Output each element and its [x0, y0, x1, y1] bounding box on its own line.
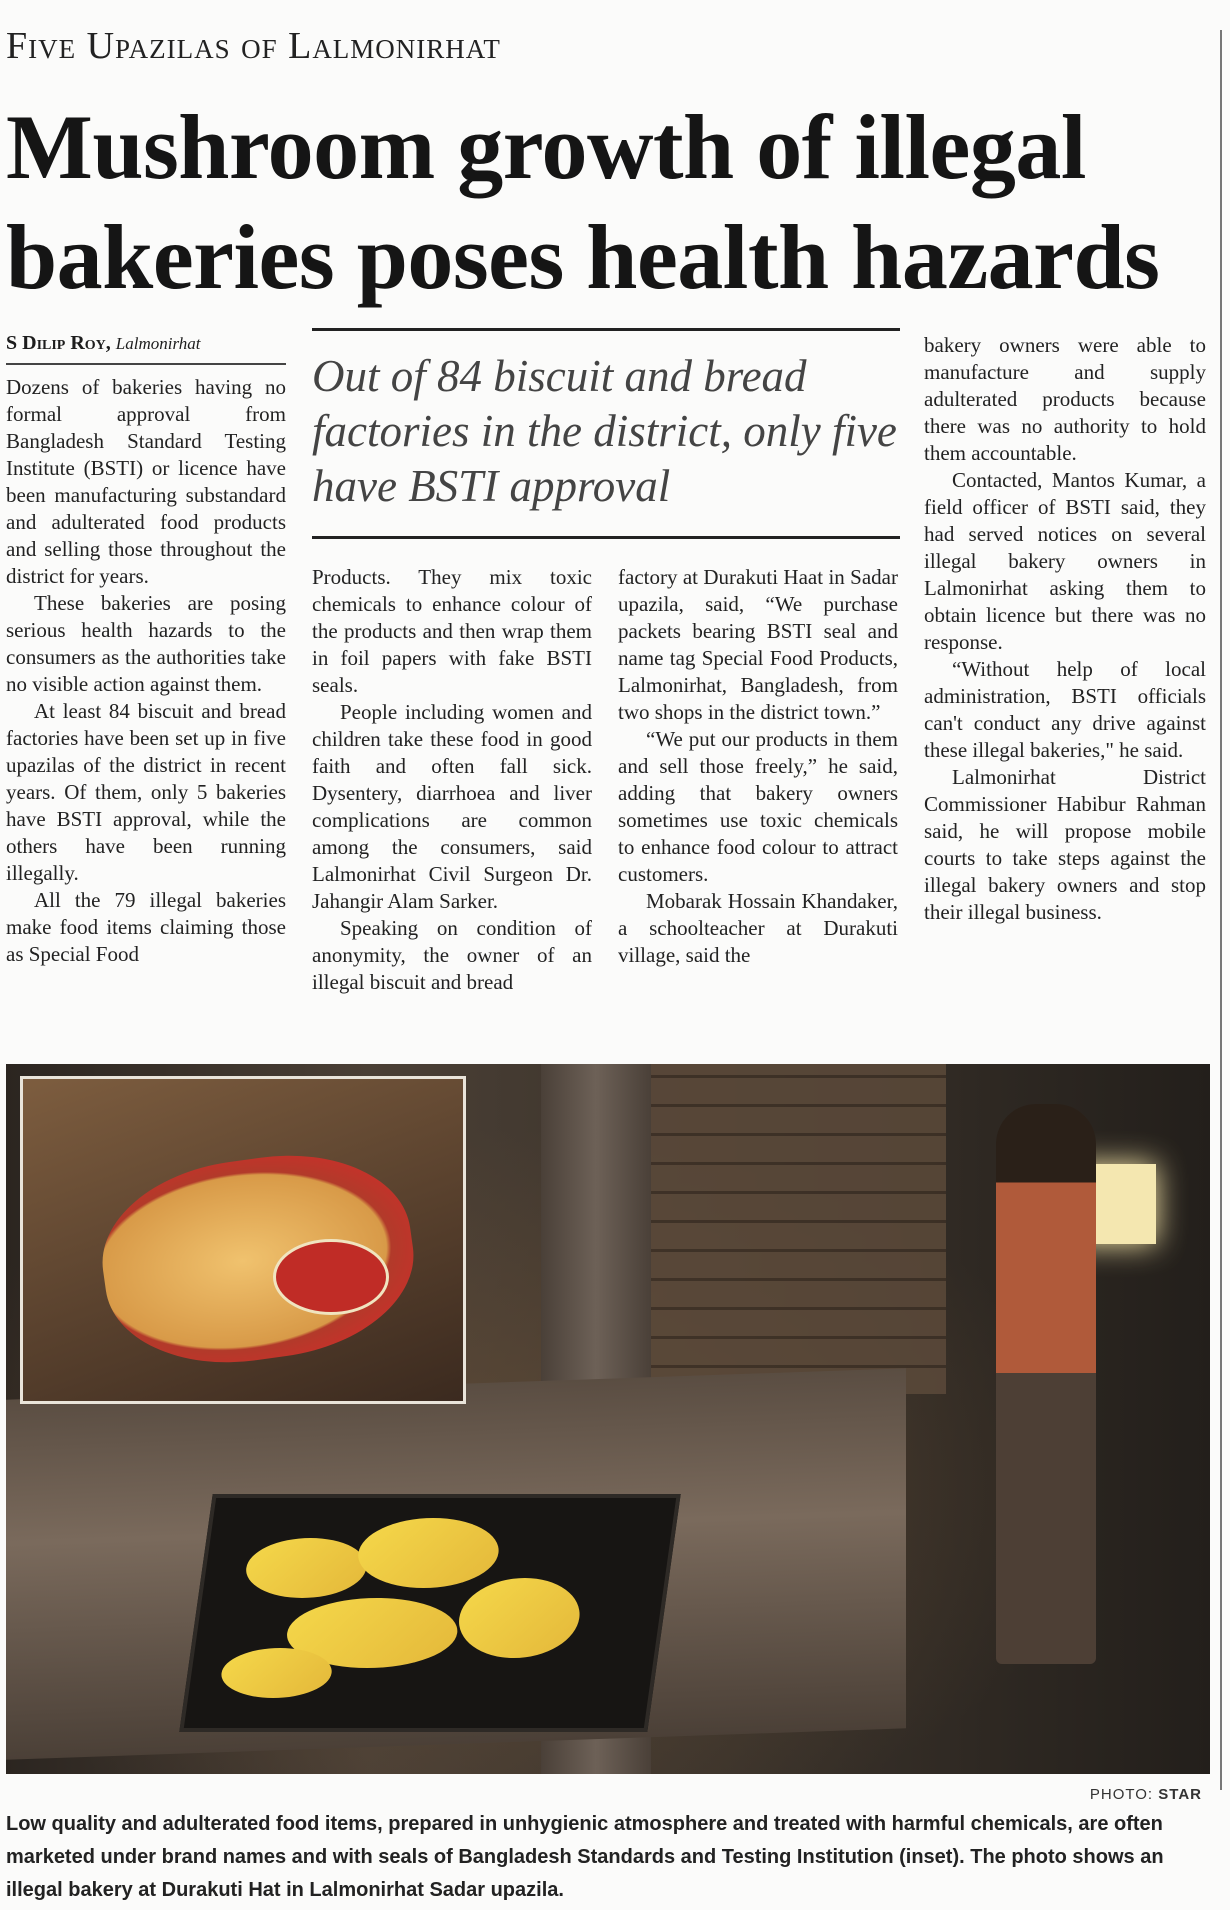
inset-photo — [20, 1076, 466, 1404]
article-column-2 — [312, 564, 592, 996]
byline-name: S Dilip Roy, — [6, 332, 111, 354]
bakery-worker — [996, 1104, 1096, 1664]
paragraph: Lalmonirhat District Commissioner Habibur Rahman said, he will propose mobile courts to take steps against the illegal bakery owners and stop their illegal business. — [924, 765, 1206, 924]
article-column-4 — [924, 332, 1206, 926]
paragraph: Contacted, Mantos Kumar, a field officer of BSTI said, they had served notices on several illegal bakery owners in Lalmonirhat asking them to obtain licence but there was no response. — [924, 468, 1206, 654]
kicker: Five Upazilas of Lalmonirhat — [6, 25, 501, 67]
paragraph: These bakeries are posing serious health hazards to the consumers as the authorities take no visible action against them. — [6, 591, 286, 696]
paragraph: At least 84 biscuit and bread factories have been set up in five upazilas of the district in recent years. Of them, only 5 bakeries have BSTI approval, while the others have been running illegally. — [6, 699, 286, 885]
bread-crust — [354, 1518, 504, 1588]
bakery-photo — [6, 1064, 1210, 1774]
paragraph: factory at Durakuti Haat in Sadar upazila, said, “We purchase packets bearing BSTI seal and name tag Special Food Products, Lalmonirhat, Bangladesh, from two shops in the district town.” — [618, 565, 898, 724]
column-rule — [1220, 30, 1222, 1790]
brick-wall — [626, 1064, 946, 1394]
paragraph: People including women and children take these food in good faith and often fall sick. Dysentery, diarrhoea and liver complications are common among the consumers, said Lalmonirhat Civil Surgeon Dr. Jahangir Alam Sarker. — [312, 700, 592, 913]
paragraph: “Without help of local administration, BSTI officials can't conduct any drive against these illegal bakeries," he said. — [924, 657, 1206, 762]
byline — [6, 332, 286, 365]
bread-crust — [454, 1578, 585, 1658]
paragraph: Speaking on condition of anonymity, the owner of an illegal biscuit and bread — [312, 916, 592, 994]
pull-quote: Out of 84 biscuit and bread factories in the district, only five have BSTI approval — [312, 328, 900, 539]
photo-credit-label: PHOTO: — [1089, 1786, 1154, 1803]
food-tray — [179, 1494, 680, 1732]
article-column-1 — [6, 374, 286, 968]
bread-crust — [218, 1648, 335, 1698]
brand-seal — [273, 1239, 389, 1315]
byline-place: Lalmonirhat — [115, 334, 201, 353]
paragraph: bakery owners were able to manufacture and supply adulterated products because there was no authority to hold them accountable. — [924, 333, 1206, 465]
paragraph: Dozens of bakeries having no formal approval from Bangladesh Standard Testing Institute (BSTI) or licence have been manufacturing substandard and adulterated food products and selling those throughout the district for years. — [6, 375, 286, 588]
paragraph: Products. They mix toxic chemicals to enhance colour of the products and then wrap them in foil papers with fake BSTI seals. — [312, 565, 592, 697]
paragraph: All the 79 illegal bakeries make food items claiming those as Special Food — [6, 888, 286, 966]
paragraph: Mobarak Hossain Khandaker, a schoolteacher at Durakuti village, said the — [618, 889, 898, 967]
article-column-3 — [618, 564, 898, 969]
photo-credit-source: STAR — [1158, 1786, 1202, 1803]
headline: Mushroom growth of illegal bakeries poses health hazards — [6, 96, 1160, 308]
bread-crust — [242, 1538, 370, 1598]
photo-credit — [1090, 1786, 1202, 1803]
photo-caption: Low quality and adulterated food items, prepared in unhygienic atmosphere and treated with harmful chemicals, are often marketed under brand names and with seals of Bangladesh Standards and Testing Institution (inset). The photo shows an illegal bakery at Durakuti Hat in Lalmonirhat Sadar upazila. — [6, 1813, 1164, 1901]
paragraph: “We put our products in them and sell those freely,” he said, adding that bakery owners sometimes use toxic chemicals to enhance food colour to attract customers. — [618, 727, 898, 886]
